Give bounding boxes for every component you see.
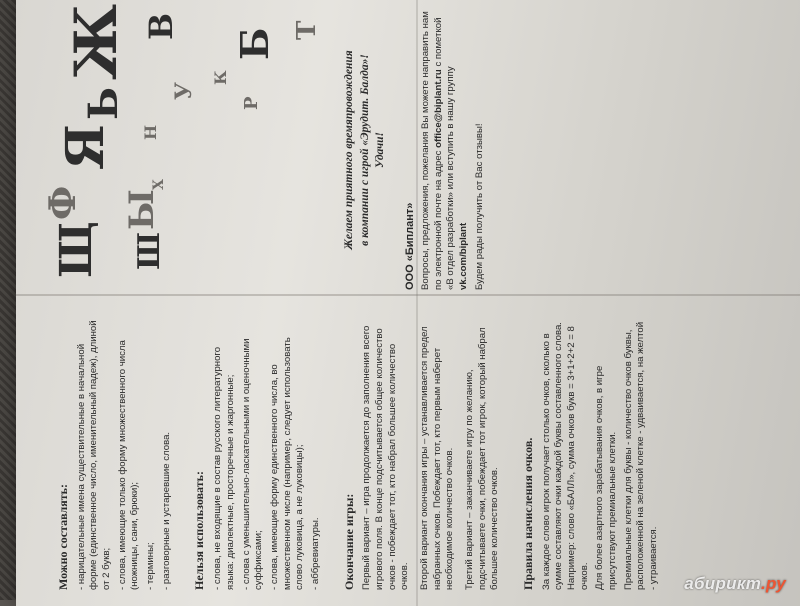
vk-link[interactable]: vk.com/biplant [458, 222, 470, 290]
letter-sh-icon: Ш [132, 231, 167, 270]
can-make-item: - слова, имеющие только форму множественного числа (ножницы, сани, брюки); [116, 340, 141, 590]
can-make-item: - нарицательные имена существительные в начальной форме (единственное число, именительный падеж), длиной от 2 букв; [75, 320, 113, 590]
can-make-heading: Можно составлять: [56, 484, 70, 590]
letter-r-icon: Р [241, 96, 262, 110]
scoring-item: Премиальные клетки для буквы - количество очков буквы, расположенной на зеленой клетке - удваивается, на желтой - утраивается. [622, 321, 659, 590]
wish-line: Желаем приятного времяпровождения [343, 50, 355, 250]
letter-f-icon: Ф [42, 185, 84, 220]
letter-shch-icon: Щ [51, 221, 102, 278]
rules-column [30, 320, 664, 590]
game-end-item: Третий вариант – заканчиваете игру по желанию, подсчитываете очки, побеждает тот игрок, который набрал большее количество очков. [463, 327, 501, 590]
letter-k-icon: К [211, 70, 230, 85]
wish-line: Удачи! [374, 131, 387, 169]
cannot-use-heading: Нельзя использовать: [192, 471, 207, 590]
letter-y-icon: Ы [122, 189, 162, 230]
letter-t-icon: Т [292, 20, 322, 40]
letter-soft-sign-icon: Ь [80, 86, 127, 120]
letter-u-icon: У [171, 82, 197, 100]
contact-text: с пометкой «В отдел разработки» или вступить в нашу группу [432, 17, 457, 290]
game-end-item: Второй вариант окончания игры – устанавливается предел набранных очков. Побеждает тот, кто первым наберет необходимое количество очков. [418, 326, 456, 590]
email-link[interactable]: office@biplant.ru [432, 69, 444, 148]
watermark-suffix: .ру [760, 574, 786, 593]
can-make-item: - разговорные и устаревшие слова. [160, 431, 172, 590]
game-end-item: Первый вариант – игра продолжается до заполнения всего игрового поля. В конце подсчитывается общее количество очков - побеждает тот, кто набрал большее количество очков. [361, 325, 411, 590]
letter-n-icon: Н [141, 124, 160, 140]
letter-kh-icon: Х [151, 179, 167, 190]
site-watermark [684, 574, 786, 594]
wish-text [342, 10, 389, 290]
decorative-letters [30, 3, 330, 290]
scoring-heading: Правила начисления очков. [520, 437, 535, 590]
can-make-item: - термины; [145, 542, 157, 590]
letter-v-icon: В [142, 12, 180, 40]
contact-text: Вопросы, предложения, пожелания Вы можете направить нам по электронной почте на адрес [420, 11, 444, 290]
feedback-text: Будем рады получить от Вас отзывы! [473, 123, 485, 290]
rotated-text-sheet [30, 3, 790, 590]
cannot-use-item: - слова, не входящие в состав русского литературного языка: диалектные, просторечные и жаргонные; [212, 346, 236, 590]
letter-b-icon: Б [232, 27, 277, 60]
cannot-use-item: - аббревиатуры. [309, 517, 321, 590]
scoring-item: Для более азартного зарабатывания очков, в игре присутствуют премиальные клетки. [594, 365, 618, 590]
watermark-main: бирикт [693, 574, 761, 593]
watermark-prefix: а [684, 574, 694, 593]
wish-line: в компании с игрой «Эрудит. Балда»! [358, 54, 371, 246]
letter-zh-icon: Ж [62, 3, 130, 80]
cannot-use-item: - слова, имеющие форму единственного числа, во множественном числе (например, следует использовать слово луковица, а не луковицы); [268, 337, 306, 590]
footer-column [330, 10, 489, 290]
scoring-item: За каждое слово игрок получает столько очков, сколько в сумме составляют очки каждой буквы составленного слова. Например: слово «БАЛЛ», сумма очков букв = 3+1+2+2 = 8 очков. [540, 322, 590, 590]
game-end-heading: Окончание игры: [341, 493, 356, 590]
company-name: ООО «Биплант» [403, 202, 416, 290]
cannot-use-item: - слова с уменьшительно-ласкательными и оценочными суффиксами; [240, 338, 265, 590]
company-contact [420, 10, 471, 290]
letter-ya-icon: Я [55, 124, 116, 170]
